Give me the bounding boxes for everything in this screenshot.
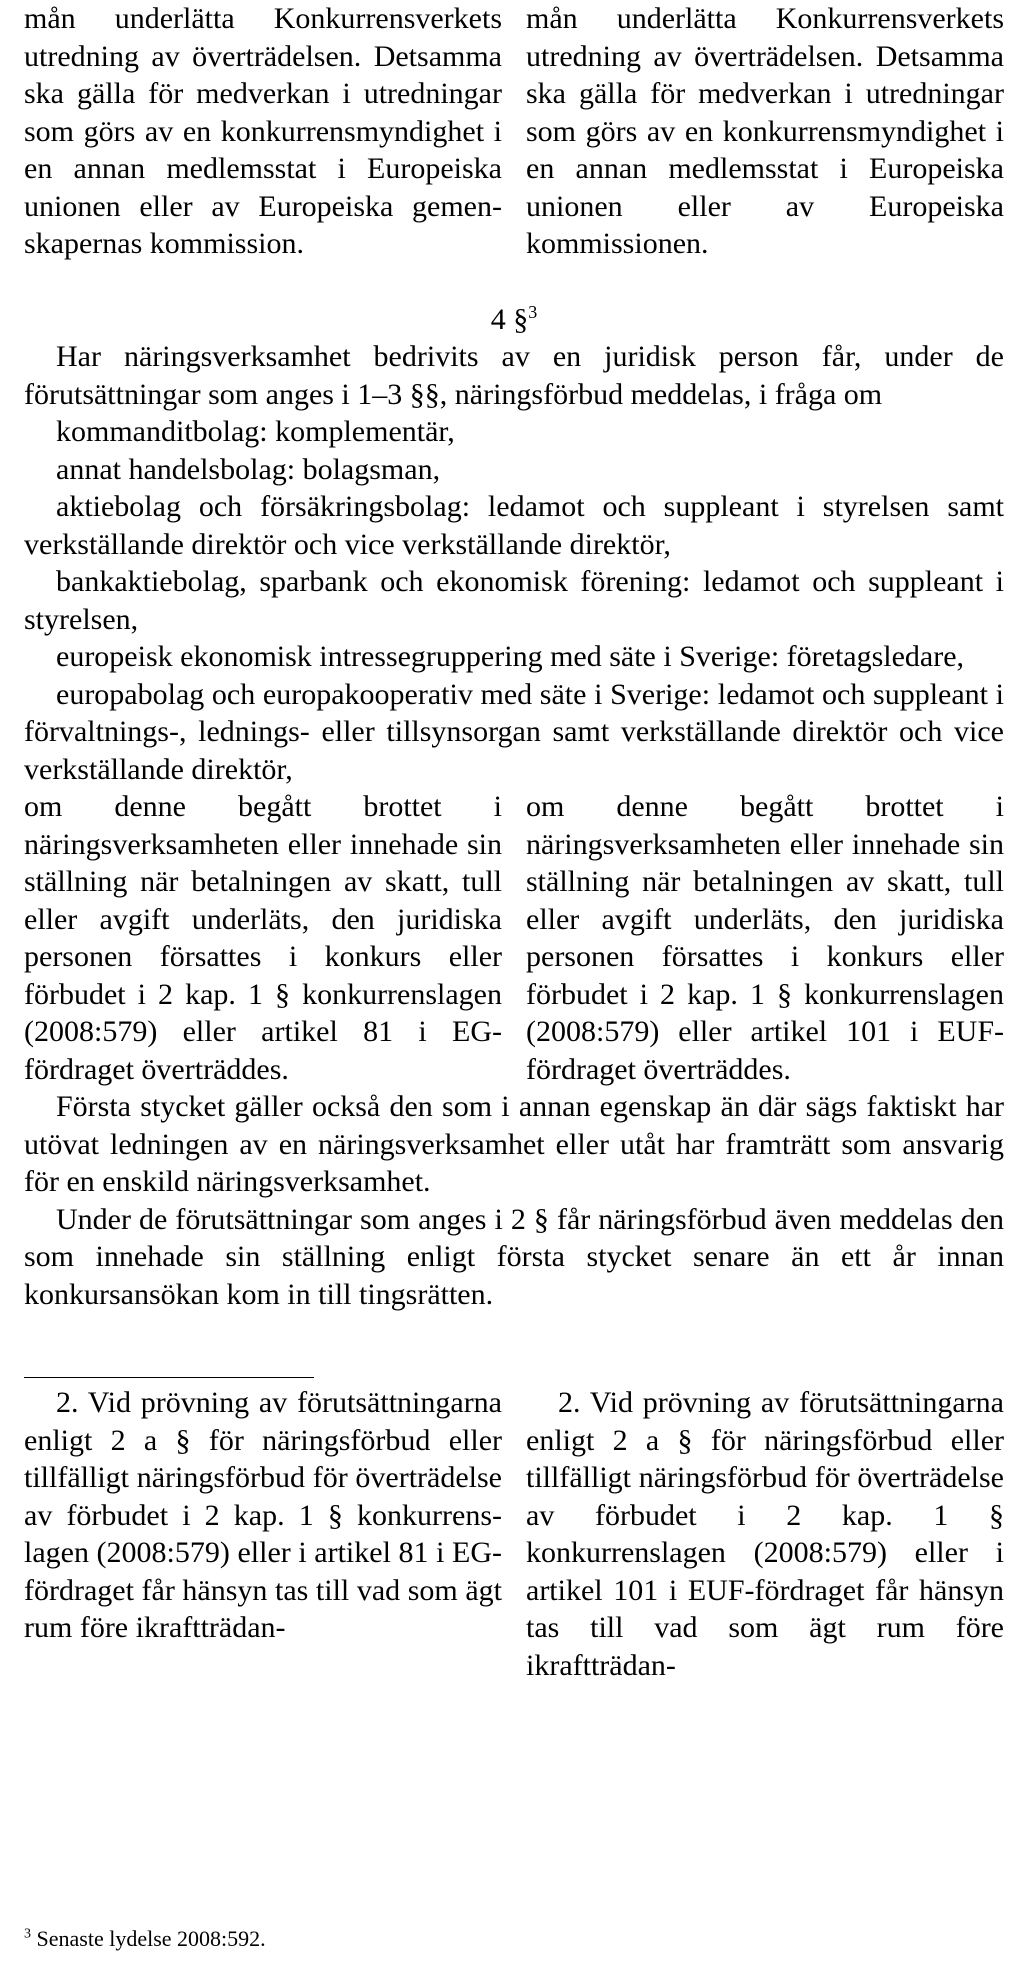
list-item: bankaktiebolag, sparbank och ekonomisk förening: ledamot och suppleant i styrelsen, <box>24 565 1004 636</box>
list-item: kommanditbolag: komplementär, <box>56 415 455 448</box>
transition-right-text: 2. Vid prövning av förutsättningarna enligt 2 a § för näringsförbud eller tillfälligt näringsförbud för överträdelse av förbudet i 2 kap. 1 § konkurrenslagen (2008:579) eller i artikel 101 i EUF-fördraget får hänsyn tas till vad som ägt rum före ikraftträdan- <box>526 1386 1004 1682</box>
top-left-text: mån underlätta Konkurrensverkets utredning av överträdelsen. Detsamma ska gälla för medverkan i utredningar som görs av en konkurrensmyndighet i en annan medlemsstat i Europeiska unionen eller av Europeiska gemenskapernas kommission. <box>24 2 502 260</box>
document-page <box>24 0 1004 1684</box>
footnote-marker: 3 <box>24 1926 31 1942</box>
condition-left-text: om denne begått brottet i näringsverksamheten eller innehade sin ställning när betalningen av skatt, tull eller avgift underläts, den juridiska personen försattes i konkurs eller förbudet i 2 kap. 1 § konkurrenslagen (2008:579) eller artikel 81 i EG-fördraget överträddes. <box>24 790 502 1086</box>
list-item: aktiebolag och försäkringsbolag: ledamot och suppleant i styrelsen samt verkställande direktör och vice verkställande direktör, <box>24 490 1004 561</box>
footnote-text: Senaste lydelse 2008:592. <box>31 1926 266 1951</box>
condition-columns <box>24 788 1004 1088</box>
list-item: annat handelsbolag: bolagsman, <box>56 452 441 486</box>
list-item: europabolag och europakooperativ med säte i Sverige: ledamot och suppleant i förvaltnings-, lednings- eller tillsynsorgan samt verkställande direktör och vice verkställande direktör, <box>24 677 1004 786</box>
section-heading-text: 4 § <box>490 302 529 336</box>
footnote-divider <box>24 1377 314 1378</box>
section-intro: Har näringsverksamhet bedrivits av en juridisk person får, under de förutsättningar som anges i 1–3 §§, näringsförbud meddelas, i fråga om <box>24 340 1004 411</box>
paragraph-3: Under de förutsättningar som anges i 2 § får näringsförbud även meddelas den som innehade sin ställning enligt första stycket senare än ett år innan konkursansökan kom in till tingsrätten. <box>24 1202 1004 1311</box>
footnote <box>24 1925 266 1953</box>
top-columns <box>24 0 1004 263</box>
condition-right-text: om denne begått brottet i näringsverksamheten eller innehade sin ställning när betalningen av skatt, tull eller avgift underläts, den juridiska personen försattes i konkurs eller förbudet i 2 kap. 1 § konkurrenslagen (2008:579) eller artikel 101 i EUF-fördraget överträddes. <box>526 790 1004 1086</box>
section-heading <box>24 301 1004 339</box>
transition-left-text: 2. Vid prövning av förutsättningarna enligt 2 a § för näringsförbud eller tillfälligt näringsförbud för överträdelse av förbudet i 2 kap. 1 § konkurrenslagen (2008:579) eller i artikel 81 i EG-fördraget får hänsyn tas till vad som ägt rum före ikraftträdan- <box>24 1386 502 1644</box>
list-item: europeisk ekonomisk intressegruppering med säte i Sverige: företagsledare, <box>56 640 965 673</box>
paragraph-2: Första stycket gäller också den som i annan egenskap än där sägs faktiskt har utövat ledningen av en näringsverksamhet eller utåt har framträtt som ansvarig för en enskild näringsverksamhet. <box>24 1090 1004 1198</box>
heading-footnote-ref: 3 <box>528 301 538 322</box>
top-right-text: mån underlätta Konkurrensverkets utredning av överträdelsen. Detsamma ska gälla för medverkan i utredningar som görs av en konkurrensmyndighet i en annan medlemsstat i Europeiska unionen eller av Europeiska kommissionen. <box>526 2 1004 260</box>
transition-columns <box>24 1384 1004 1684</box>
